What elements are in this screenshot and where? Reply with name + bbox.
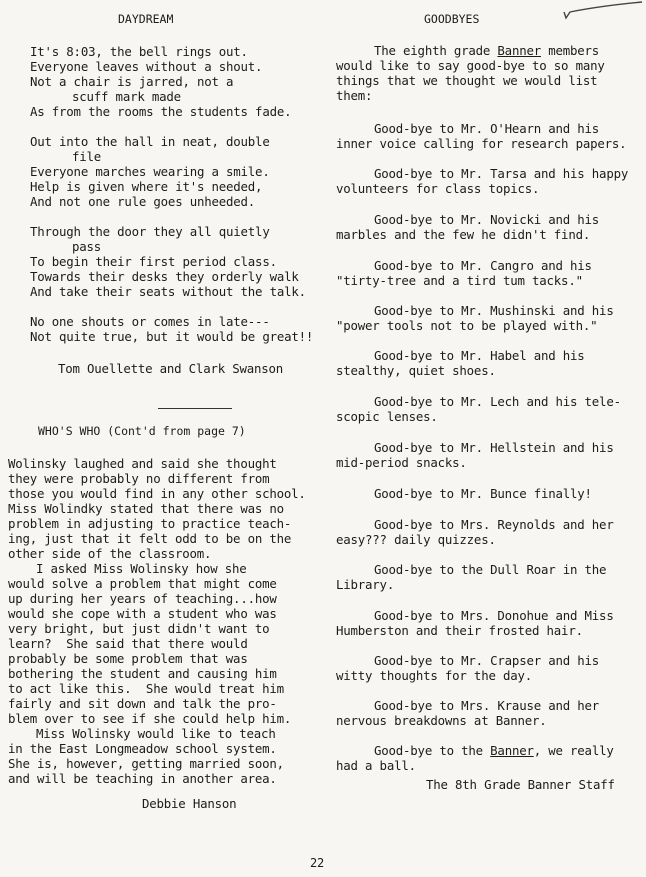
article-line: other side of the classroom. [8,546,212,561]
staff-signature: The 8th Grade Banner Staff [426,777,615,792]
poem-line: And not one rule goes unheeded. [30,194,256,209]
article-line: fairly and sit down and talk the pro- [8,696,277,711]
goodbye-item-line: Good-bye to Mr. Crapser and his [374,653,600,668]
poem-line: As from the rooms the students fade. [30,104,292,119]
poem-authors: Tom Ouellette and Clark Swanson [58,361,284,376]
goodbye-item-line: Good-bye to Mr. Lech and his tele- [374,394,621,409]
article-line: to act like this. She would treat him [8,681,284,696]
page-number: 22 [310,856,325,870]
poem-line: Out into the hall in neat, double [30,134,270,149]
poem-line: And take their seats without the talk. [30,284,306,299]
article-line: Miss Wolindky stated that there was no [8,501,284,516]
goodbye-item-line: Good-bye to Mr. Tarsa and his happy [374,166,629,181]
section-divider [158,408,232,409]
poem-line: pass [72,239,102,254]
goodbye-item-line: Good-bye to Mr. Mushinski and his [374,303,614,318]
poem-line: scuff mark made [72,89,181,104]
article-line: would solve a problem that might come [8,576,277,591]
goodbye-item-line: "power tools not to be played with." [336,318,598,333]
article-line: in the East Longmeadow school system. [8,741,277,756]
goodbye-item-line: easy??? daily quizzes. [336,532,496,547]
goodbye-item-line: Good-bye to Mrs. Donohue and Miss [374,608,614,623]
poem-line: Not a chair is jarred, not a [30,74,234,89]
goodbye-item-line: marbles and the few he didn't find. [336,227,591,242]
goodbye-item-line: nervous breakdowns at Banner. [336,713,547,728]
goodbye-item-line: witty thoughts for the day. [336,668,533,683]
article-line: probably be some problem that was [8,651,248,666]
goodbye-item-line: Good-bye to Mr. Habel and his [374,348,585,363]
goodbye-item-line: Good-bye to Mr. O'Hearn and his [374,121,600,136]
article-line: She is, however, getting married soon, [8,756,284,771]
article-line: and will be teaching in another area. [8,771,277,786]
poem-line: Everyone marches wearing a smile. [30,164,270,179]
daydream-title: DAYDREAM [118,12,174,26]
intro-line: things that we thought we would list [336,73,598,88]
goodbye-item-line: stealthy, quiet shoes. [336,363,496,378]
intro-line: would like to say good-bye to so many [336,58,605,73]
article-line: I asked Miss Wolinsky how she [36,561,247,576]
goodbye-item-line: Good-bye to Mr. Cangro and his [374,258,592,273]
goodbyes-title: GOODBYES [424,12,480,26]
poem-line: Through the door they all quietly [30,224,270,239]
poem-line: No one shouts or comes in late--- [30,314,270,329]
article-line: Wolinsky laughed and said she thought [8,456,277,471]
poem-line: It's 8:03, the bell rings out. [30,44,248,59]
article-line: those you would find in any other school. [8,486,306,501]
poem-line: Not quite true, but it would be great!! [30,329,314,344]
goodbye-item-line: Good-bye to the Dull Roar in the [374,562,607,577]
article-line: they were probably no different from [8,471,270,486]
poem-line: Everyone leaves without a shout. [30,59,263,74]
goodbye-item-line: Good-bye to Mr. Hellstein and his [374,440,614,455]
goodbye-item-line: mid-period snacks. [336,455,467,470]
intro-text: The eighth grade [374,43,498,58]
final-goodbye-line [374,743,614,758]
poem-line: Help is given where it's needed, [30,179,263,194]
final-goodbye-line: had a ball. [336,758,416,773]
poem-line: To begin their first period class. [30,254,277,269]
article-line: bothering the student and causing him [8,666,277,681]
article-author: Debbie Hanson [142,796,237,811]
goodbye-item-line: "tirty-tree and a tird tum tacks." [336,273,583,288]
banner-name: Banner [490,743,534,758]
article-line: Miss Wolinsky would like to teach [36,726,276,741]
article-line: blem over to see if she could help him. [8,711,292,726]
pen-check-mark [560,0,646,30]
article-line: learn? She said that there would [8,636,248,651]
goodbye-item-line: Good-bye to Mrs. Reynolds and her [374,517,614,532]
article-line: ing, just that it felt odd to be on the [8,531,292,546]
whos-who-title: WHO'S WHO (Cont'd from page 7) [38,424,246,438]
final-text: Good-bye to the [374,743,491,758]
intro-line [374,43,599,58]
article-line: up during her years of teaching...how [8,591,277,606]
goodbye-item-line: volunteers for class topics. [336,181,540,196]
article-line: very bright, but just didn't want to [8,621,270,636]
goodbye-item-line: Good-bye to Mrs. Krause and her [374,698,600,713]
goodbye-item-line: Good-bye to Mr. Bunce finally! [374,486,592,501]
goodbye-item-line: inner voice calling for research papers. [336,136,627,151]
poem-line: file [72,149,102,164]
goodbye-item-line: Humberston and their frosted hair. [336,623,583,638]
intro-line: them: [336,88,373,103]
intro-text: members [540,43,600,58]
poem-line: Towards their desks they orderly walk [30,269,299,284]
goodbye-item-line: scopic lenses. [336,409,438,424]
article-line: problem in adjusting to practice teach- [8,516,292,531]
goodbye-item-line: Library. [336,577,395,592]
article-line: would she cope with a student who was [8,606,277,621]
goodbye-item-line: Good-bye to Mr. Novicki and his [374,212,600,227]
final-text: , we really [533,743,614,758]
banner-name: Banner [497,43,541,58]
